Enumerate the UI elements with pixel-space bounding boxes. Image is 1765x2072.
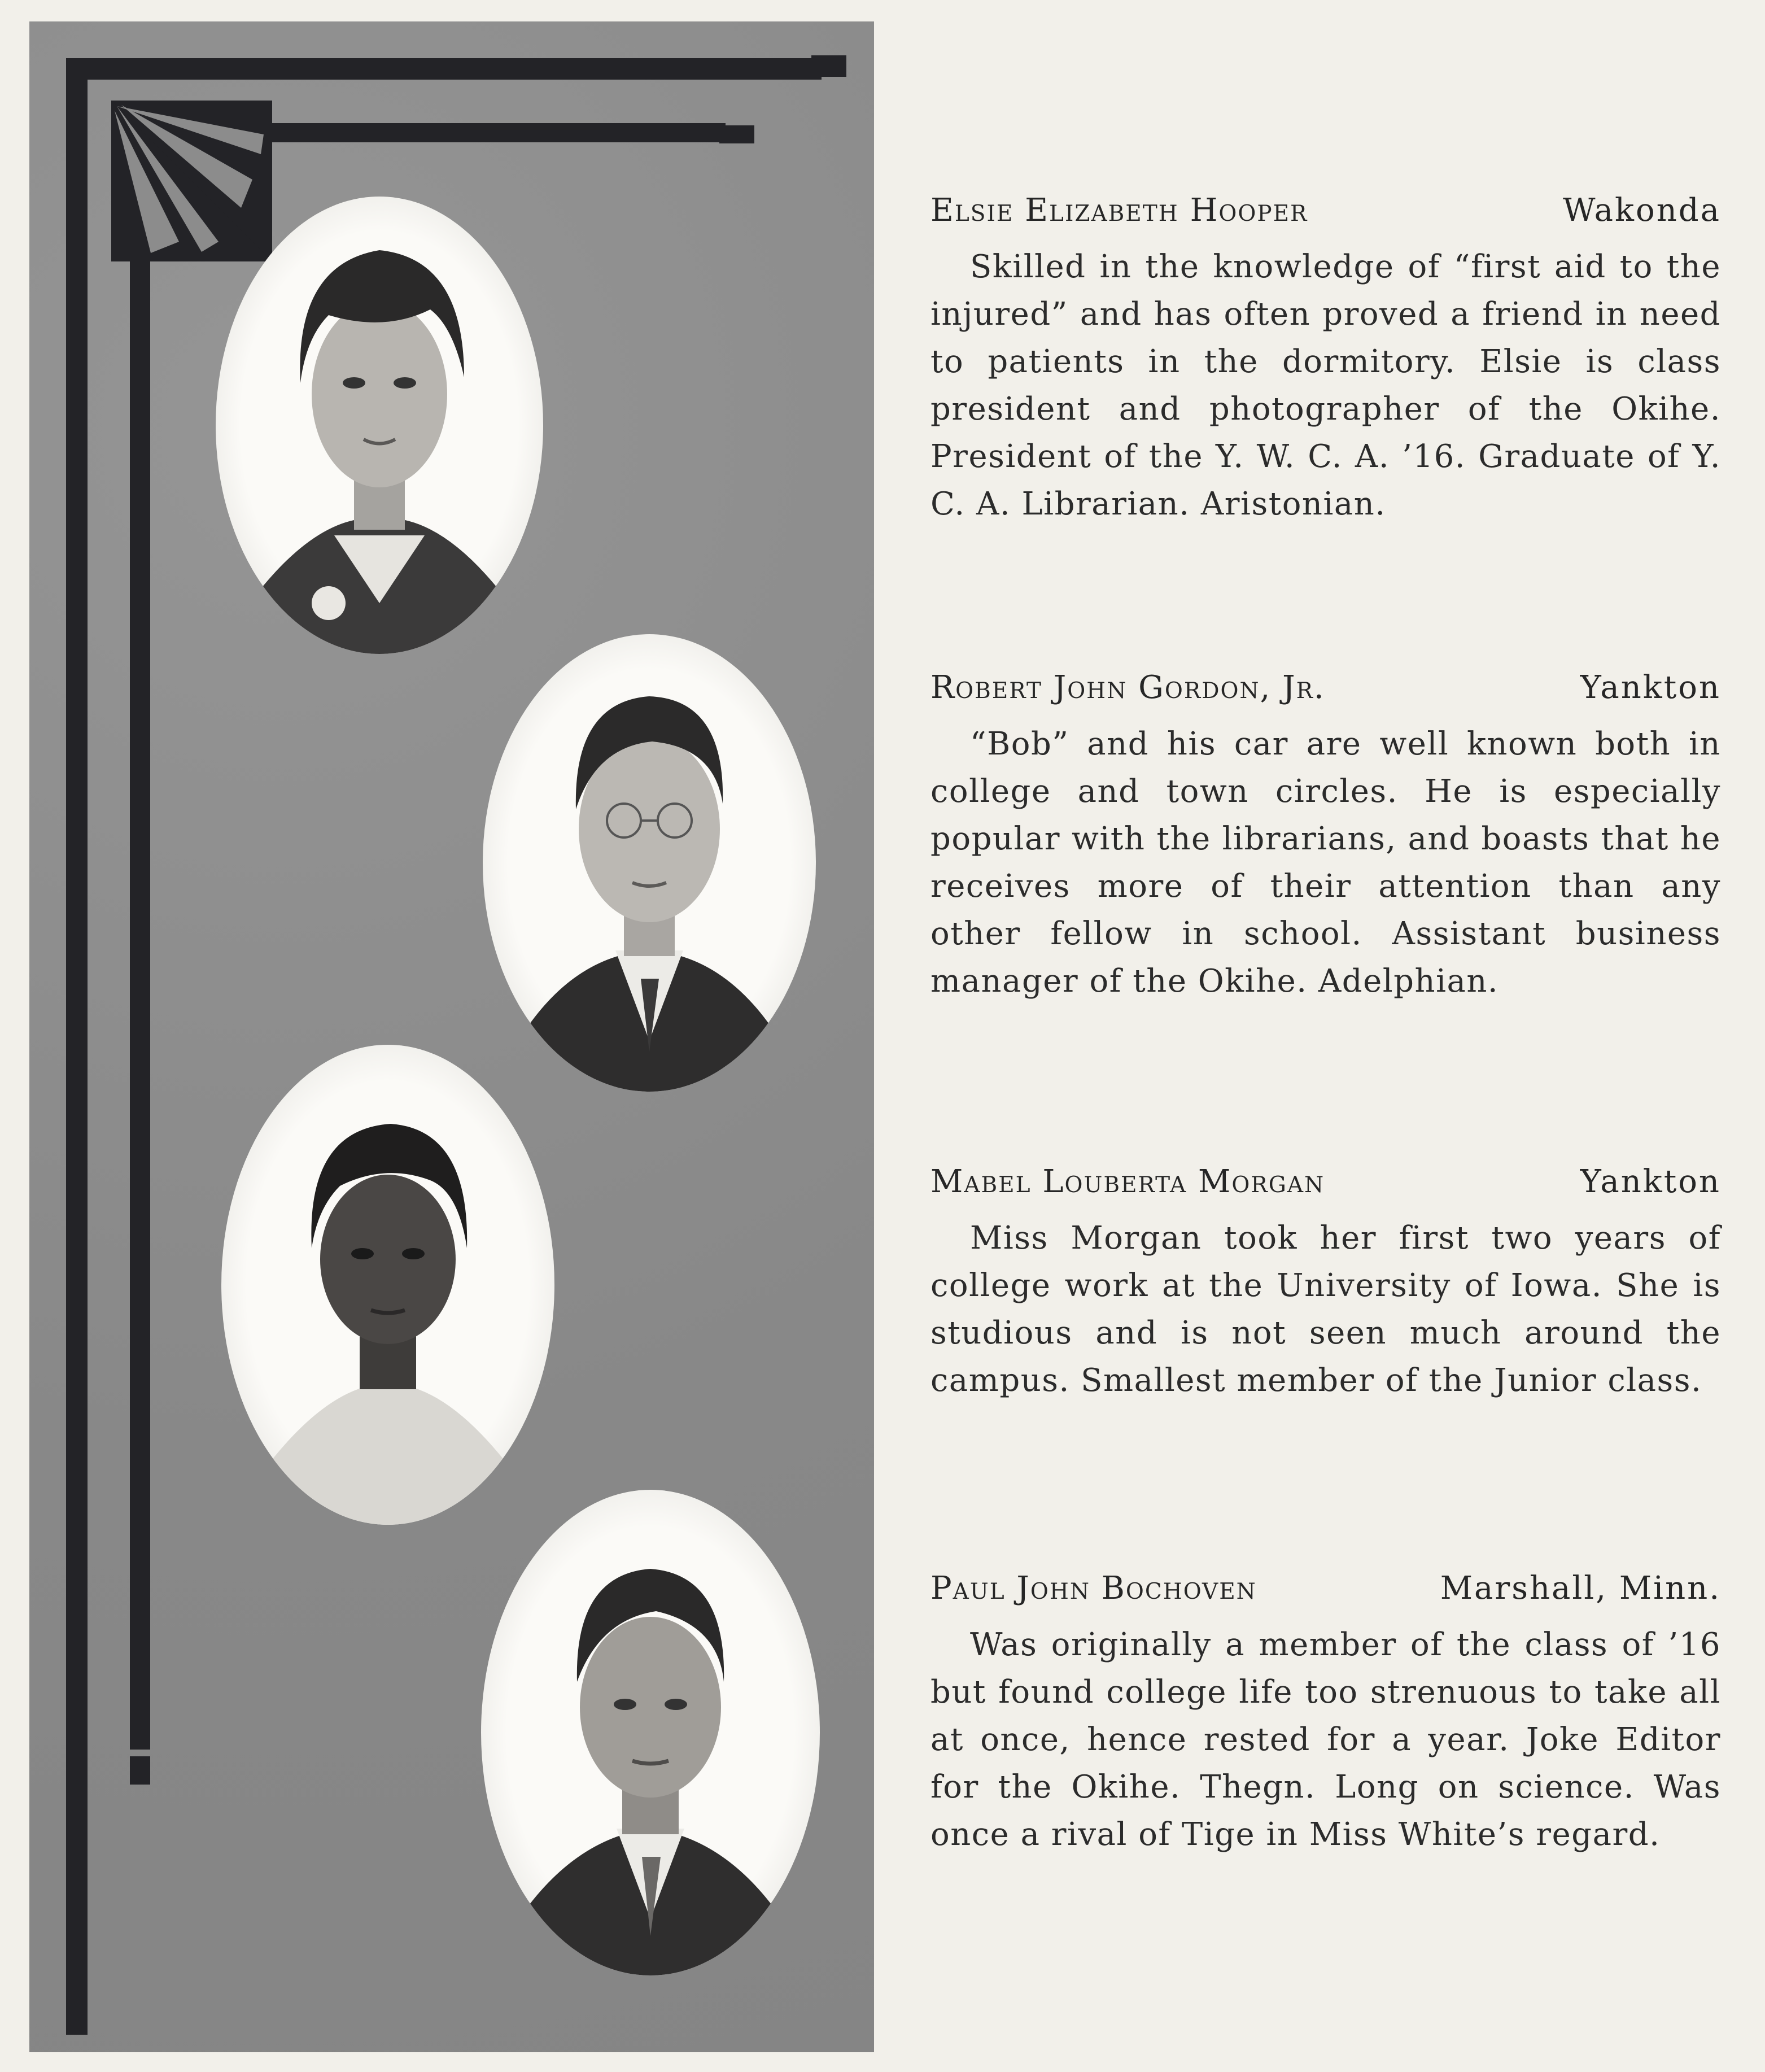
student-hometown: Yankton [1580,1163,1721,1200]
border-bar-top-3 [811,55,846,77]
student-hometown: Wakonda [1562,192,1721,229]
student-bio: Was originally a member of the class of ’16 but found college life too strenuous to take all at once, hence rested for a year. Joke Editor for the Okihe. Thegn. Long on science. Was once a rival of Tige in Miss White’s regard. [930,1626,1721,1853]
border-bar-left-outer [66,58,88,2035]
photo-panel [29,21,874,2052]
portrait-frame-hooper [216,197,543,654]
portrait-frame-gordon [483,634,816,1092]
portrait-frame-bochoven [481,1490,820,1975]
entry-header [930,1163,1721,1200]
student-name: Mabel Louberta Morgan [930,1163,1325,1200]
portrait-bochoven [481,1490,820,1975]
portrait-hooper [216,197,543,654]
portrait-gordon [483,634,816,1092]
entry-morgan [930,1163,1721,1404]
student-bio: Miss Morgan took her first two years of college work at the University of Iowa. She is studious and is not seen much around the campus. Smallest member of the Junior class. [930,1220,1721,1399]
border-bar-second-1 [264,123,726,142]
entry-gordon [930,669,1721,1005]
entry-header [930,669,1721,706]
student-name: Elsie Elizabeth Hooper [930,192,1308,229]
portrait-frame-morgan [221,1045,554,1525]
student-name: Paul John Bochoven [930,1570,1257,1607]
student-name: Robert John Gordon, Jr. [930,669,1325,706]
entry-hooper [930,192,1721,528]
student-hometown: Marshall, Minn. [1440,1570,1721,1607]
student-bio: Skilled in the knowledge of “first aid to the injured” and has often proved a friend in need to patients in the dormitory. Elsie is class president and photographer of the Okihe. President of the Y. W. C. A. ’16. Graduate of Y. C. A. Librarian. Aristonian. [930,248,1721,522]
entry-header [930,192,1721,229]
portrait-morgan [221,1045,554,1525]
border-bar-left-stub [130,1756,150,1785]
border-bar-top-1 [66,58,371,80]
border-bar-top-2 [357,58,822,80]
border-bar-left-inner [130,253,150,1750]
entry-bochoven [930,1570,1721,1859]
entry-header [930,1570,1721,1607]
border-bar-second-2 [719,125,754,143]
student-bio: “Bob” and his car are well known both in college and town circles. He is especially popular with the librarians, and boasts that he receives more of their attention than any other fellow in school. Assistant business manager of the Okihe. Adelphian. [930,726,1721,1000]
student-hometown: Yankton [1580,669,1721,706]
